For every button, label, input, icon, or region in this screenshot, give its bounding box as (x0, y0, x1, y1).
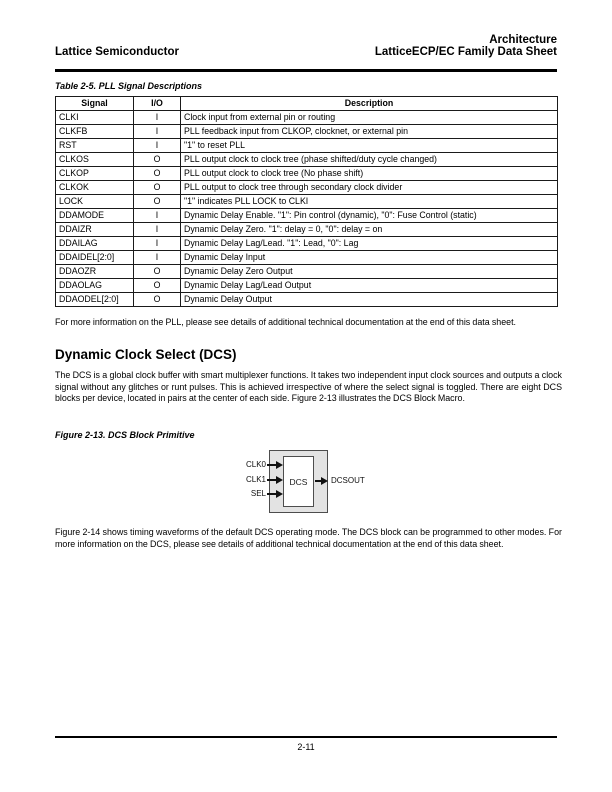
figure-caption: Figure 2-13. DCS Block Primitive (55, 430, 195, 440)
dcs-block-diagram (230, 445, 450, 520)
page-number: 2-11 (297, 742, 315, 752)
signal-cell: DDAOZR (56, 265, 134, 279)
column-header-signal: Signal (56, 97, 134, 111)
description-cell: Dynamic Delay Zero Output (181, 265, 558, 279)
document-title: LatticeECP/EC Family Data Sheet (374, 46, 557, 58)
io-cell: I (134, 125, 181, 139)
signal-cell: RST (56, 139, 134, 153)
io-cell: I (134, 111, 181, 125)
table-row (56, 209, 558, 223)
section-title: Dynamic Clock Select (DCS) (55, 347, 237, 362)
description-cell: Dynamic Delay Lag/Lead. "1": Lead, "0": Lag (181, 237, 558, 251)
description-cell: PLL feedback input from CLKOP, clocknet, or external pin (181, 125, 558, 139)
pll-signal-table (55, 96, 558, 307)
table-row (56, 125, 558, 139)
table-row (56, 195, 558, 209)
io-cell: O (134, 195, 181, 209)
vendor-name: Lattice Semiconductor (55, 46, 179, 58)
clk0-wire (267, 464, 276, 465)
dcs-block-label: DCS (289, 476, 308, 487)
table-row (56, 167, 558, 181)
io-cell: O (134, 293, 181, 307)
table-row (56, 251, 558, 265)
description-cell: Clock input from external pin or routing (181, 111, 558, 125)
chapter-title: Architecture (489, 34, 557, 46)
signal-cell: CLKOK (56, 181, 134, 195)
table-header-row (56, 97, 558, 111)
signal-cell: CLKFB (56, 125, 134, 139)
signal-cell: DDAIZR (56, 223, 134, 237)
description-cell: Dynamic Delay Enable. "1": Pin control (dynamic), "0": Fuse Control (static) (181, 209, 558, 223)
dcs-primitive-box (283, 456, 314, 507)
io-cell: O (134, 153, 181, 167)
signal-cell: CLKOS (56, 153, 134, 167)
clk1-wire (267, 479, 276, 480)
description-cell: "1" indicates PLL LOCK to CLKI (181, 195, 558, 209)
input-label-clk0: CLK0 (245, 460, 266, 469)
description-cell: Dynamic Delay Lag/Lead Output (181, 279, 558, 293)
io-cell: I (134, 237, 181, 251)
page-header (55, 34, 557, 58)
table-row (56, 181, 558, 195)
description-cell: Dynamic Delay Output (181, 293, 558, 307)
output-label-dcsout: DCSOUT (331, 476, 365, 485)
description-cell: Dynamic Delay Zero. "1": delay = 0, "0": delay = on (181, 223, 558, 237)
signal-cell: DDAOLAG (56, 279, 134, 293)
signal-cell: DDAIDEL[2:0] (56, 251, 134, 265)
sel-wire (267, 493, 276, 494)
dcsout-arrow-icon (321, 477, 328, 485)
clk1-arrow-icon (276, 476, 283, 484)
column-header-description: Description (181, 97, 558, 111)
signal-cell: DDAODEL[2:0] (56, 293, 134, 307)
table-row (56, 293, 558, 307)
signal-cell: CLKOP (56, 167, 134, 181)
signal-cell: CLKI (56, 111, 134, 125)
table-row (56, 237, 558, 251)
io-cell: O (134, 167, 181, 181)
io-cell: O (134, 279, 181, 293)
table-row (56, 265, 558, 279)
io-cell: I (134, 223, 181, 237)
io-cell: O (134, 181, 181, 195)
signal-cell: DDAMODE (56, 209, 134, 223)
input-label-clk1: CLK1 (245, 475, 266, 484)
paragraph-dcs-intro: The DCS is a global clock buffer with smart multiplexer functions. It takes two independent input clock sources and outputs a clock signal without any glitches or runt pulses. This is achieved irrespective of where the select signal is toggled. There are eight DCS blocks per device, located in pairs at the center of each side. Figure 2-13 illustrates the DCS Block Macro. (55, 370, 562, 404)
clk0-arrow-icon (276, 461, 283, 469)
footer-divider (55, 736, 557, 738)
description-cell: PLL output clock to clock tree (No phase shift) (181, 167, 558, 181)
header-divider (55, 69, 557, 72)
doc-title-block (375, 34, 557, 58)
sel-arrow-icon (276, 490, 283, 498)
io-cell: I (134, 139, 181, 153)
description-cell: Dynamic Delay Input (181, 251, 558, 265)
description-cell: PLL output to clock tree through secondary clock divider (181, 181, 558, 195)
paragraph-pll-more-info: For more information on the PLL, please see details of additional technical documentation at the end of this data sheet. (55, 317, 517, 327)
table-row (56, 223, 558, 237)
table-row (56, 111, 558, 125)
table-row (56, 153, 558, 167)
signal-cell: DDAILAG (56, 237, 134, 251)
input-label-sel: SEL (250, 489, 266, 498)
table-row (56, 139, 558, 153)
table-row (56, 279, 558, 293)
description-cell: "1" to reset PLL (181, 139, 558, 153)
paragraph-dcs-modes: Figure 2-14 shows timing waveforms of the default DCS operating mode. The DCS block can be programmed to other modes. For more information on the DCS, please see details of additional technical documentation at the end of this data sheet. (55, 527, 562, 549)
io-cell: I (134, 251, 181, 265)
io-cell: I (134, 209, 181, 223)
column-header-io: I/O (134, 97, 181, 111)
io-cell: O (134, 265, 181, 279)
signal-cell: LOCK (56, 195, 134, 209)
description-cell: PLL output clock to clock tree (phase shifted/duty cycle changed) (181, 153, 558, 167)
table-caption: Table 2-5. PLL Signal Descriptions (55, 81, 203, 91)
